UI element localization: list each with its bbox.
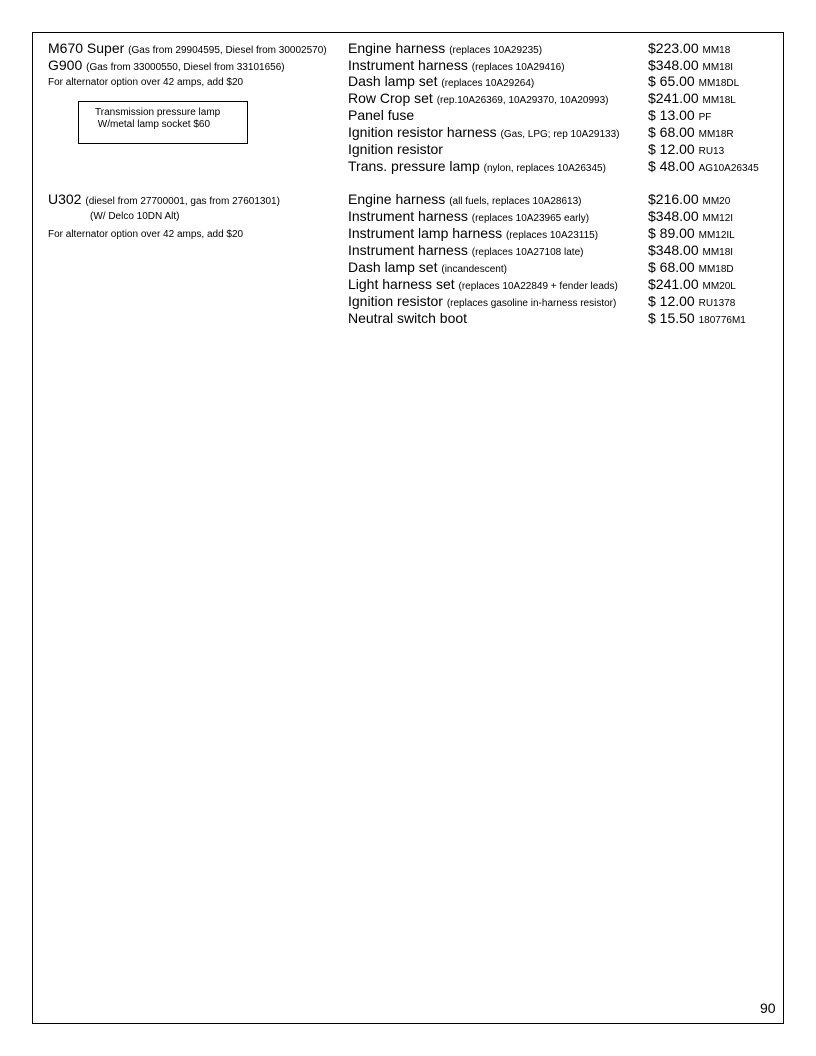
model-name: G900 [48,57,83,73]
model-name: M670 Super [48,40,125,56]
part-name: Trans. pressure lamp [348,158,480,174]
part-detail: (replaces 10A29416) [471,62,565,73]
part-name: Row Crop set [348,90,433,106]
part-code: PF [698,112,712,123]
part-name: Ignition resistor harness [348,124,497,140]
part-code: 180776M1 [698,315,746,326]
part-name: Instrument harness [348,208,468,224]
price-value: $ 12.00 [648,293,695,309]
part-name: Dash lamp set [348,259,438,275]
alternator-subnote: (W/ Delco 10DN Alt) [90,211,180,222]
part-detail: (incandescent) [441,264,507,275]
part-code: MM18I [702,247,734,258]
page-border [32,32,784,1024]
part-name: Neutral switch boot [348,310,468,326]
alternator-note: For alternator option over 42 amps, add $20 [48,77,244,88]
part-code: RU13 [698,146,725,157]
part-item [348,158,606,177]
part-name: Engine harness [348,40,446,56]
price-value: $241.00 [648,90,699,106]
price-value: $216.00 [648,191,699,207]
part-detail: (replaces 10A22849 + fender leads) [458,281,618,292]
part-code: MM18L [702,95,736,106]
part-detail: (all fuels, replaces 10A28613) [449,196,582,207]
part-code: RU1378 [698,298,736,309]
part-detail: (nylon, replaces 10A26345) [483,163,606,174]
part-detail: (replaces 10A23115) [505,230,599,241]
model-serials: (diesel from 27700001, gas from 27601301) [85,196,280,207]
part-name: Ignition resistor [348,141,443,157]
part-code: MM18D [698,264,734,275]
part-name: Dash lamp set [348,73,438,89]
part-code: MM12IL [698,230,735,241]
price-value: $ 68.00 [648,124,695,140]
part-name: Instrument harness [348,242,468,258]
price-value: $348.00 [648,242,699,258]
part-name: Panel fuse [348,107,415,123]
part-code: AG10A26345 [698,163,759,174]
part-code: MM18I [702,62,734,73]
part-code: MM18 [702,45,731,56]
part-item [348,310,467,329]
price-value: $ 48.00 [648,158,695,174]
part-code: MM12I [702,213,734,224]
price-value: $ 15.50 [648,310,695,326]
part-price [648,310,746,329]
part-code: MM18DL [698,78,740,89]
part-detail: (replaces 10A27108 late) [471,247,584,258]
box-line: Transmission pressure lamp [95,107,221,118]
part-detail: (rep.10A26369, 10A29370, 10A20993) [436,95,609,106]
price-value: $348.00 [648,57,699,73]
price-value: $223.00 [648,40,699,56]
part-detail: (replaces gasoline in-harness resistor) [446,298,617,309]
part-name: Instrument lamp harness [348,225,503,241]
price-value: $ 65.00 [648,73,695,89]
part-detail: (replaces 10A29235) [449,45,543,56]
part-detail: (replaces 10A29264) [441,78,535,89]
page-number: 90 [760,1000,776,1016]
price-value: $ 12.00 [648,141,695,157]
price-value: $241.00 [648,276,699,292]
part-detail: (Gas, LPG; rep 10A29133) [500,129,620,140]
part-name: Instrument harness [348,57,468,73]
model-serials: (Gas from 33000550, Diesel from 33101656) [86,62,285,73]
model-name: U302 [48,191,82,207]
price-value: $ 89.00 [648,225,695,241]
part-code: MM18R [698,129,734,140]
box-line: W/metal lamp socket $60 [95,119,211,130]
model-serials: (Gas from 29904595, Diesel from 30002570) [128,45,327,56]
part-code: MM20L [702,281,736,292]
price-value: $ 13.00 [648,107,695,123]
price-value: $ 68.00 [648,259,695,275]
part-code: MM20 [702,196,731,207]
lamp-note-box [78,101,248,144]
part-name: Light harness set [348,276,455,292]
part-name: Ignition resistor [348,293,443,309]
part-price [648,158,759,177]
part-detail: (replaces 10A23965 early) [471,213,590,224]
part-name: Engine harness [348,191,446,207]
alternator-note: For alternator option over 42 amps, add $20 [48,229,244,240]
price-value: $348.00 [648,208,699,224]
